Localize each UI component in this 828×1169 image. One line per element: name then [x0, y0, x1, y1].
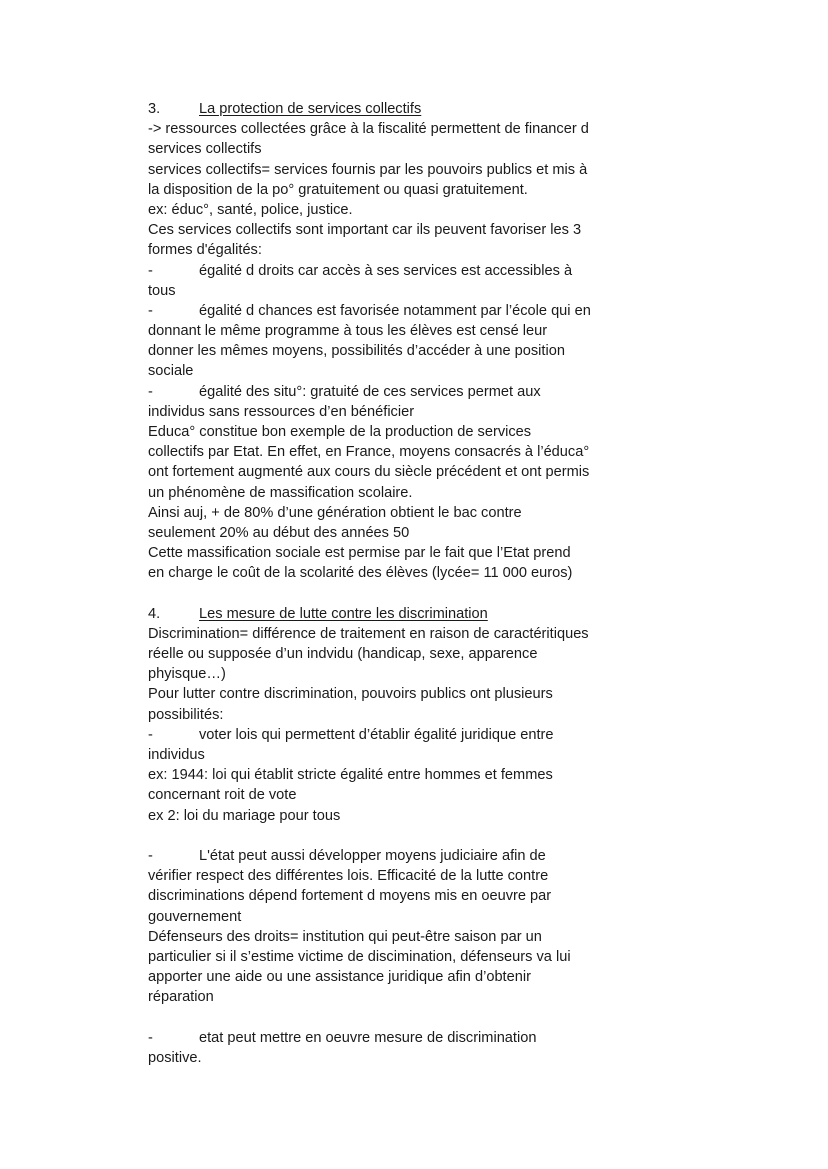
list-item	[148, 301, 628, 321]
list-item-text: etat peut mettre en oeuvre mesure de discrimination	[199, 1029, 537, 1046]
dash-bullet: -	[148, 302, 153, 319]
text-line: tous	[148, 282, 176, 299]
text-line: ex: éduc°, santé, police, justice.	[148, 201, 353, 218]
paragraph-gap	[148, 1007, 628, 1027]
section-number: 4.	[148, 605, 161, 622]
text-line: Pour lutter contre discrimination, pouvoirs publics ont plusieurs	[148, 686, 553, 703]
list-item-text: égalité d droits car accès à ses services est accessibles à	[199, 262, 573, 279]
text-line: discriminations dépend fortement d moyens mis en oeuvre par	[148, 888, 552, 905]
text-line: Ainsi auj, + de 80% d’une génération obtient le bac contre	[148, 504, 522, 521]
text-line: phyisque…)	[148, 666, 226, 683]
text-line: possibilités:	[148, 706, 224, 723]
dash-bullet: -	[148, 383, 153, 400]
text-line: Discrimination= différence de traitement en raison de caractéritiques	[148, 625, 589, 642]
dash-bullet: -	[148, 1029, 153, 1046]
text-line: ex: 1944: loi qui établit stricte égalité entre hommes et femmes	[148, 767, 553, 784]
text-line: concernant roit de vote	[148, 787, 297, 804]
text-line: Défenseurs des droits= institution qui peut-être saison par un	[148, 928, 542, 945]
section-title: La protection de services collectifs	[199, 101, 422, 117]
text-line: services collectifs	[148, 141, 262, 158]
text-line: ex 2: loi du mariage pour tous	[148, 807, 341, 824]
list-item	[148, 382, 628, 402]
text-line: -> ressources collectées grâce à la fiscalité permettent de financer d	[148, 121, 589, 138]
text-line: en charge le coût de la scolarité des élèves (lycée= 11 000 euros)	[148, 565, 573, 582]
text-line: réelle ou supposée d’un indvidu (handicap, sexe, apparence	[148, 646, 538, 663]
dash-bullet: -	[148, 262, 153, 279]
text-line: un phénomène de massification scolaire.	[148, 484, 413, 501]
paragraph-gap	[148, 584, 628, 604]
text-line: Educa° constitue bon exemple de la production de services	[148, 424, 532, 440]
section-title: Les mesure de lutte contre les discrimination	[199, 605, 488, 622]
list-item	[148, 261, 628, 281]
list-item-text: égalité d chances est favorisée notamment par l’école qui en	[199, 302, 591, 319]
text-line: individus sans ressources d’en bénéficier	[148, 403, 415, 420]
text-line: ont fortement augmenté aux cours du siècle précédent et ont permis	[148, 464, 590, 481]
section-4-heading	[148, 604, 628, 624]
text-line: positive.	[148, 1049, 202, 1066]
text-line: Ces services collectifs sont important car ils peuvent favoriser les 3	[148, 222, 582, 239]
text-line: particulier si il s’estime victime de discimination, défenseurs va lui	[148, 948, 571, 965]
text-line: apporter une aide ou une assistance juridique afin d’obtenir	[148, 969, 531, 986]
text-line: formes d'égalités:	[148, 242, 262, 259]
text-line: gouvernement	[148, 908, 242, 925]
text-line: sociale	[148, 363, 194, 380]
list-item-text: égalité des situ°: gratuité de ces services permet aux	[199, 383, 541, 400]
list-item-text: voter lois qui permettent d’établir égalité juridique entre	[199, 726, 554, 743]
text-line: Cette massification sociale est permise par le fait que l’Etat prend	[148, 545, 571, 562]
section-3-heading	[148, 99, 628, 119]
document-body	[148, 99, 628, 1068]
text-line: collectifs par Etat. En effet, en France, moyens consacrés à l’éduca°	[148, 444, 590, 461]
text-line: donner les mêmes moyens, possibilités d’accéder à une position	[148, 343, 565, 360]
text-line: individus	[148, 747, 205, 763]
text-line: donnant le même programme à tous les élèves est censé leur	[148, 323, 548, 340]
dash-bullet: -	[148, 726, 153, 743]
paragraph-gap	[148, 826, 628, 846]
text-line: services collectifs= services fournis par les pouvoirs publics et mis à	[148, 161, 588, 178]
text-line: la disposition de la po° gratuitement ou quasi gratuitement.	[148, 181, 528, 198]
text-line: réparation	[148, 989, 214, 1006]
dash-bullet: -	[148, 847, 153, 864]
text-line: seulement 20% au début des années 50	[148, 524, 410, 541]
text-line: vérifier respect des différentes lois. Efficacité de la lutte contre	[148, 868, 549, 885]
list-item	[148, 1028, 628, 1048]
list-item-text: L'état peut aussi développer moyens judiciaire afin de	[199, 847, 546, 864]
section-number: 3.	[148, 101, 161, 117]
list-item	[148, 725, 628, 745]
list-item	[148, 846, 628, 866]
